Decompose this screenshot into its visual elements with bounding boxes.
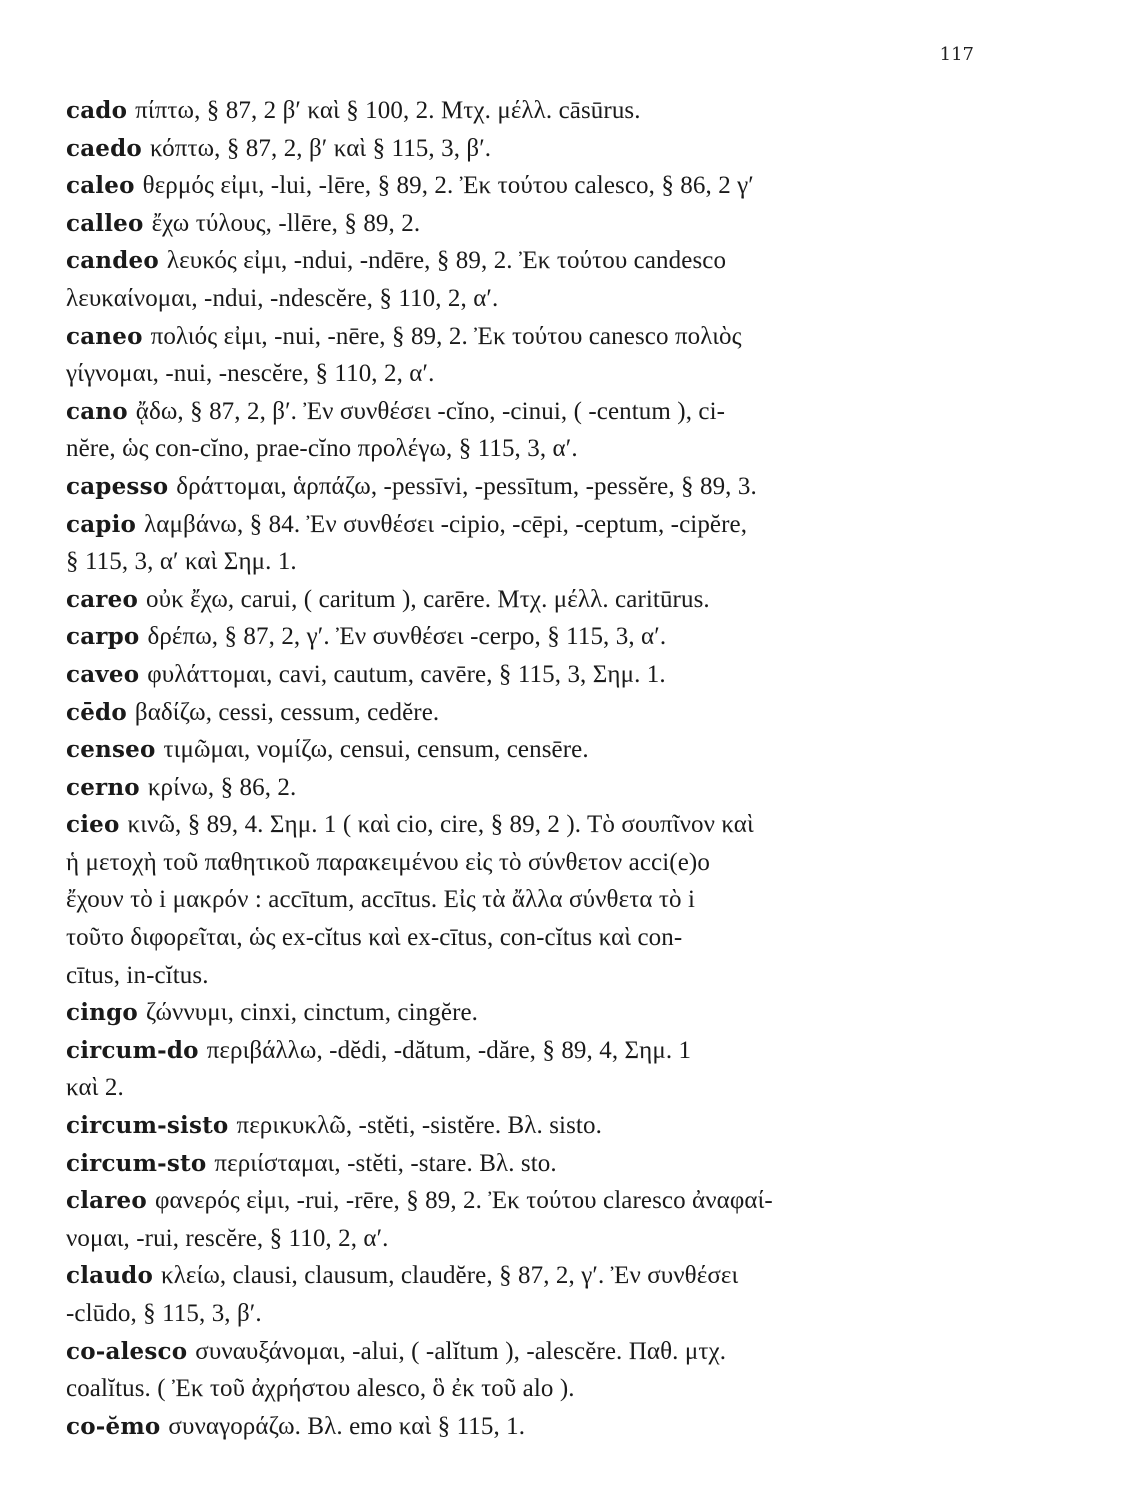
entry-first-line	[66, 1257, 986, 1295]
dictionary-entry	[66, 581, 986, 619]
entry-definition-text: περιβάλλω, -dĕdi, -dătum, -dăre, § 89, 4, Σημ. 1	[206, 1036, 692, 1064]
entry-first-line	[66, 618, 986, 656]
dictionary-entry	[66, 167, 986, 205]
entry-first-line	[66, 1408, 986, 1446]
entry-headword: caneo	[66, 322, 143, 350]
entry-definition-text: γίγνομαι, -nui, -nescĕre, § 110, 2, α′.	[66, 360, 435, 388]
entry-continuation-line	[66, 1370, 986, 1408]
entry-first-line	[66, 731, 986, 769]
entry-headword: caleo	[66, 172, 135, 200]
entry-first-line	[66, 1107, 986, 1145]
entry-headword: circum-sto	[66, 1149, 207, 1177]
entry-definition-text: § 115, 3, α′ καὶ Σημ. 1.	[66, 548, 297, 576]
entry-definition-text: κινῶ, § 89, 4. Σημ. 1 ( καὶ cio, cire, § 89, 2 ). Τὸ σουπῖνον καὶ	[127, 811, 754, 839]
entry-first-line	[66, 130, 986, 168]
entry-definition-text: περικυκλῶ, -stĕti, -sistĕre. Βλ. sisto.	[236, 1112, 602, 1140]
entry-definition-text: ἔχω τύλους, -llēre, § 89, 2.	[151, 209, 421, 237]
entry-headword: cano	[66, 397, 128, 425]
entry-first-line	[66, 769, 986, 807]
entry-first-line	[66, 468, 986, 506]
entry-headword: caedo	[66, 134, 142, 162]
dictionary-entry	[66, 205, 986, 243]
entry-definition-text: δρέπω, § 87, 2, γ′. Ἐν συνθέσει -cerpo, § 115, 3, α′.	[147, 623, 667, 651]
entry-headword: cēdo	[66, 698, 127, 726]
entry-headword: capio	[66, 510, 137, 538]
entry-first-line	[66, 92, 986, 130]
entry-definition-text: πολιός εἰμι, -nui, -nēre, § 89, 2. Ἐκ τούτου canesco πολιὸς	[150, 322, 742, 350]
entry-headword: careo	[66, 585, 138, 613]
dictionary-entry	[66, 694, 986, 732]
entry-headword: circum-do	[66, 1036, 199, 1064]
entry-definition-text: πίπτω, § 87, 2 β′ καὶ § 100, 2. Μτχ. μέλλ. cāsūrus.	[135, 97, 641, 124]
entry-first-line	[66, 393, 986, 431]
entry-first-line	[66, 694, 986, 732]
entry-definition-text: ἔχουν τὸ i μακρόν : accītum, accītus. Εἰς τὰ ἄλλα σύνθετα τὸ i	[66, 886, 696, 914]
entry-headword: cado	[66, 97, 128, 124]
entry-headword: caveo	[66, 660, 140, 688]
dictionary-entry	[66, 1182, 986, 1257]
entry-first-line	[66, 242, 986, 280]
entry-first-line	[66, 167, 986, 205]
entry-continuation-line	[66, 280, 986, 318]
entry-list	[66, 92, 986, 1445]
entry-definition-text: ᾄδω, § 87, 2, β′. Ἐν συνθέσει -cĭno, -cinui, ( -centum ), ci-	[135, 397, 726, 425]
entry-definition-text: φανερός εἰμι, -rui, -rēre, § 89, 2. Ἐκ τούτου claresco ἀναφαί-	[154, 1187, 773, 1215]
dictionary-entry	[66, 1107, 986, 1145]
entry-definition-text: κλείω, clausi, clausum, claudĕre, § 87, 2, γ′. Ἐν συνθέσει	[161, 1262, 739, 1290]
entry-definition-text: περιίσταμαι, -stĕti, -stare. Βλ. sto.	[214, 1149, 557, 1177]
entry-continuation-line	[66, 844, 986, 882]
entry-definition-text: λευκός εἰμι, -ndui, -ndēre, § 89, 2. Ἐκ τούτου candesco	[166, 247, 727, 275]
entry-definition-text: δράττομαι, ἁρπάζω, -pessīvi, -pessītum, -pessĕre, § 89, 3.	[176, 472, 757, 500]
page-number: 117	[939, 44, 974, 65]
dictionary-entry	[66, 130, 986, 168]
entry-continuation-line	[66, 355, 986, 393]
entry-definition-text: νομαι, -rui, rescĕre, § 110, 2, α′.	[66, 1224, 389, 1252]
entry-first-line	[66, 581, 986, 619]
entry-continuation-line	[66, 1069, 986, 1107]
dictionary-entry	[66, 1032, 986, 1107]
entry-definition-text: τοῦτο διφορεῖται, ὡς ex-cĭtus καὶ ex-cītus, con-cĭtus καὶ con-	[66, 924, 683, 952]
entry-definition-text: cītus, in-cĭtus.	[66, 961, 209, 989]
dictionary-entry	[66, 468, 986, 506]
entry-headword: carpo	[66, 623, 140, 651]
entry-definition-text: κρίνω, § 86, 2.	[147, 773, 297, 801]
entry-first-line	[66, 806, 986, 844]
dictionary-entry	[66, 769, 986, 807]
entry-first-line	[66, 1032, 986, 1070]
entry-continuation-line	[66, 919, 986, 957]
entry-continuation-line	[66, 1295, 986, 1333]
entry-headword: clareo	[66, 1187, 147, 1215]
entry-definition-text: φυλάττομαι, cavi, cautum, cavēre, § 115, 3, Σημ. 1.	[147, 660, 666, 688]
entry-first-line	[66, 506, 986, 544]
entry-first-line	[66, 1145, 986, 1183]
entry-continuation-line	[66, 1220, 986, 1258]
dictionary-entry	[66, 92, 986, 130]
entry-first-line	[66, 318, 986, 356]
entry-definition-text: θερμός εἰμι, -lui, -lēre, § 89, 2. Ἐκ τούτου calesco, § 86, 2 γ′	[142, 172, 754, 200]
dictionary-entry	[66, 1333, 986, 1408]
entry-headword: calleo	[66, 209, 144, 237]
entry-first-line	[66, 205, 986, 243]
dictionary-entry	[66, 1145, 986, 1183]
entry-definition-text: coalĭtus. ( Ἐκ τοῦ ἀχρήστου alesco, ὃ ἐκ τοῦ alo ).	[66, 1375, 575, 1403]
entry-headword: co-alesco	[66, 1337, 188, 1365]
entry-headword: cerno	[66, 773, 140, 801]
dictionary-entry	[66, 1408, 986, 1446]
dictionary-entry	[66, 1257, 986, 1332]
entry-first-line	[66, 994, 986, 1032]
dictionary-entry	[66, 506, 986, 581]
entry-definition-text: λαμβάνω, § 84. Ἐν συνθέσει -cipio, -cēpi, -ceptum, -cipĕre,	[144, 510, 748, 538]
entry-definition-text: βαδίζω, cessi, cessum, cedĕre.	[134, 698, 440, 726]
dictionary-entry	[66, 393, 986, 468]
entry-headword: co-ĕmo	[66, 1412, 161, 1440]
entry-headword: claudo	[66, 1262, 153, 1290]
entry-continuation-line	[66, 430, 986, 468]
entry-first-line	[66, 656, 986, 694]
entry-first-line	[66, 1182, 986, 1220]
entry-definition-text: κόπτω, § 87, 2, β′ καὶ § 115, 3, β′.	[149, 134, 492, 162]
entry-definition-text: -clūdo, § 115, 3, β′.	[66, 1300, 262, 1327]
entry-definition-text: οὐκ ἔχω, carui, ( caritum ), carēre. Μτχ. μέλλ. caritūrus.	[146, 585, 710, 613]
dictionary-entry	[66, 994, 986, 1032]
dictionary-entry	[66, 618, 986, 656]
entry-headword: candeo	[66, 247, 159, 275]
entry-first-line	[66, 1333, 986, 1371]
entry-definition-text: καὶ 2.	[66, 1074, 124, 1102]
entry-definition-text: συναυξάνομαι, -alui, ( -alĭtum ), -alescĕre. Παθ. μτχ.	[195, 1337, 727, 1365]
entry-headword: cieo	[66, 811, 120, 839]
dictionary-entry	[66, 318, 986, 393]
dictionary-entry	[66, 656, 986, 694]
entry-headword: censeo	[66, 736, 156, 764]
entry-definition-text: συναγοράζω. Βλ. emo καὶ § 115, 1.	[168, 1412, 526, 1440]
entry-continuation-line	[66, 543, 986, 581]
entry-definition-text: ἡ μετοχὴ τοῦ παθητικοῦ παρακειμένου εἰς τὸ σύνθετον acci(e)o	[66, 848, 710, 876]
entry-continuation-line	[66, 881, 986, 919]
entry-headword: cingo	[66, 999, 138, 1027]
entry-headword: circum-sisto	[66, 1112, 229, 1140]
dictionary-entry	[66, 731, 986, 769]
entry-headword: capesso	[66, 472, 169, 500]
entry-definition-text: τιμῶμαι, νομίζω, censui, censum, censēre.	[163, 736, 589, 764]
dictionary-entry	[66, 806, 986, 994]
entry-definition-text: λευκαίνομαι, -ndui, -ndescĕre, § 110, 2, α′.	[66, 284, 499, 312]
entry-definition-text: nĕre, ὡς con-cĭno, prae-cĭno προλέγω, § 115, 3, α′.	[66, 435, 578, 463]
dictionary-entry	[66, 242, 986, 317]
entry-continuation-line	[66, 957, 986, 995]
entry-definition-text: ζώννυμι, cinxi, cinctum, cingĕre.	[145, 999, 479, 1027]
